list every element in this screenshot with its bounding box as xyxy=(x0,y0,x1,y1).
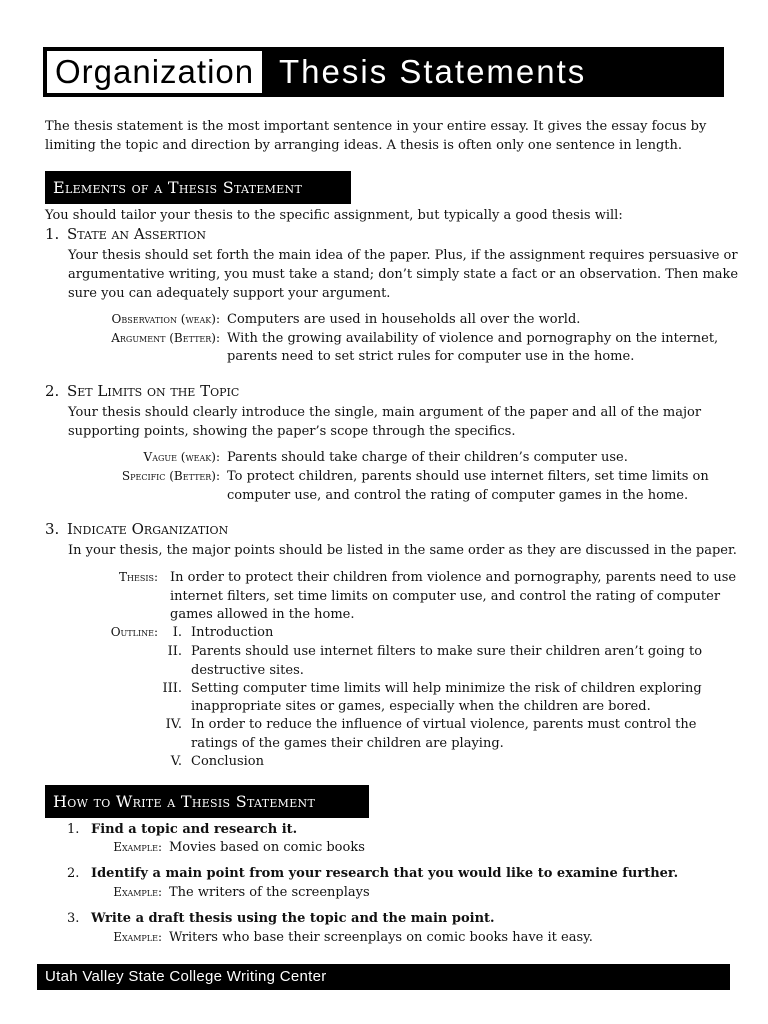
outline-numeral: I. xyxy=(172,625,182,640)
example-label: Observation (weak): xyxy=(111,312,220,326)
step-text: Write a draft thesis using the topic and the main point. xyxy=(91,911,495,926)
example-text: parents need to set strict rules for computer use in the home. xyxy=(227,349,635,364)
example-label: Specific (Better): xyxy=(121,469,220,483)
step-text: Identify a main point from your research that you would like to examine further. xyxy=(91,866,679,881)
section-heading-howto: How to Write a Thesis Statement xyxy=(45,785,369,818)
step-example: Writers who base their screenplays on comic books have it easy. xyxy=(169,930,593,945)
item-3-number: 3. xyxy=(45,520,60,538)
step-example-label: Example: xyxy=(113,885,162,899)
example-label: Argument (Better): xyxy=(111,331,220,345)
section-heading-elements: Elements of a Thesis Statement xyxy=(45,171,351,204)
item-3-title: Indicate Organization xyxy=(67,520,229,538)
item-1-text-line: argumentative writing, you must take a stand; don’t simply state a fact or an observation. Then make xyxy=(68,267,739,282)
page-title: Thesis Statements xyxy=(279,53,587,90)
example-text: Parents should take charge of their children’s computer use. xyxy=(227,450,628,465)
elements-lead: You should tailor your thesis to the specific assignment, but typically a good thesis will: xyxy=(45,208,623,223)
item-2-text-line: Your thesis should clearly introduce the single, main argument of the paper and all of the major xyxy=(68,405,702,420)
step-example-label: Example: xyxy=(113,930,162,944)
item-1-number: 1. xyxy=(45,225,60,243)
title-bar xyxy=(43,47,724,97)
example-text: With the growing availability of violence and pornography on the internet, xyxy=(227,331,719,346)
footer: Utah Valley State College Writing Center xyxy=(37,964,730,990)
step-number: 1. xyxy=(67,822,80,837)
item-2-number: 2. xyxy=(45,382,60,400)
outline-item: Setting computer time limits will help minimize the risk of children exploring xyxy=(191,681,702,696)
example-text: computer use, and control the rating of computer games in the home. xyxy=(227,488,689,503)
step-number: 3. xyxy=(67,911,80,926)
item-2-title: Set Limits on the Topic xyxy=(67,382,240,400)
item-1-text-line: sure you can adequately support your argument. xyxy=(68,286,391,301)
outline-numeral: V. xyxy=(170,754,182,769)
outline-label: Outline: xyxy=(110,625,158,639)
thesis-line: In order to protect their children from violence and pornography, parents need to use xyxy=(170,570,737,585)
outline-item: inappropriate sites or games, especially when the children are bored. xyxy=(191,699,651,714)
item-1-title: State an Assertion xyxy=(67,225,206,243)
item-1-text-line: Your thesis should set forth the main idea of the paper. Plus, if the assignment requires persuasive or xyxy=(68,248,738,263)
outline-item: ratings of the games their children are playing. xyxy=(191,736,504,751)
outline-numeral: III. xyxy=(162,681,182,696)
example-label: Vague (weak): xyxy=(143,450,220,464)
outline-numeral: II. xyxy=(167,644,182,659)
thesis-line: games allowed in the home. xyxy=(170,607,355,622)
outline-item: Introduction xyxy=(191,625,274,640)
item-2-text-line: supporting points, showing the paper’s scope through the specifics. xyxy=(68,424,516,439)
outline-item: Parents should use internet filters to make sure their children aren’t going to xyxy=(191,644,703,659)
intro-line-1: The thesis statement is the most important sentence in your entire essay. It gives the essay focus by xyxy=(45,119,707,134)
step-example-label: Example: xyxy=(113,840,162,854)
title-category: Organization xyxy=(46,50,263,94)
intro-line-2: limiting the topic and direction by arranging ideas. A thesis is often only one sentence in length. xyxy=(45,138,682,153)
item-3-text-line: In your thesis, the major points should be listed in the same order as they are discussed in the paper. xyxy=(68,543,737,558)
step-number: 2. xyxy=(67,866,80,881)
outline-item: In order to reduce the influence of virtual violence, parents must control the xyxy=(191,717,697,732)
step-text: Find a topic and research it. xyxy=(91,822,298,837)
step-example: Movies based on comic books xyxy=(169,840,365,855)
thesis-label: Thesis: xyxy=(119,570,158,584)
example-text: To protect children, parents should use internet filters, set time limits on xyxy=(227,469,709,484)
outline-item: Conclusion xyxy=(191,754,264,769)
outline-item: destructive sites. xyxy=(191,663,304,678)
step-example: The writers of the screenplays xyxy=(169,885,370,900)
thesis-line: internet filters, set time limits on computer use, and control the rating of computer xyxy=(170,589,721,604)
example-text: Computers are used in households all over the world. xyxy=(227,312,581,327)
outline-numeral: IV. xyxy=(165,717,182,732)
